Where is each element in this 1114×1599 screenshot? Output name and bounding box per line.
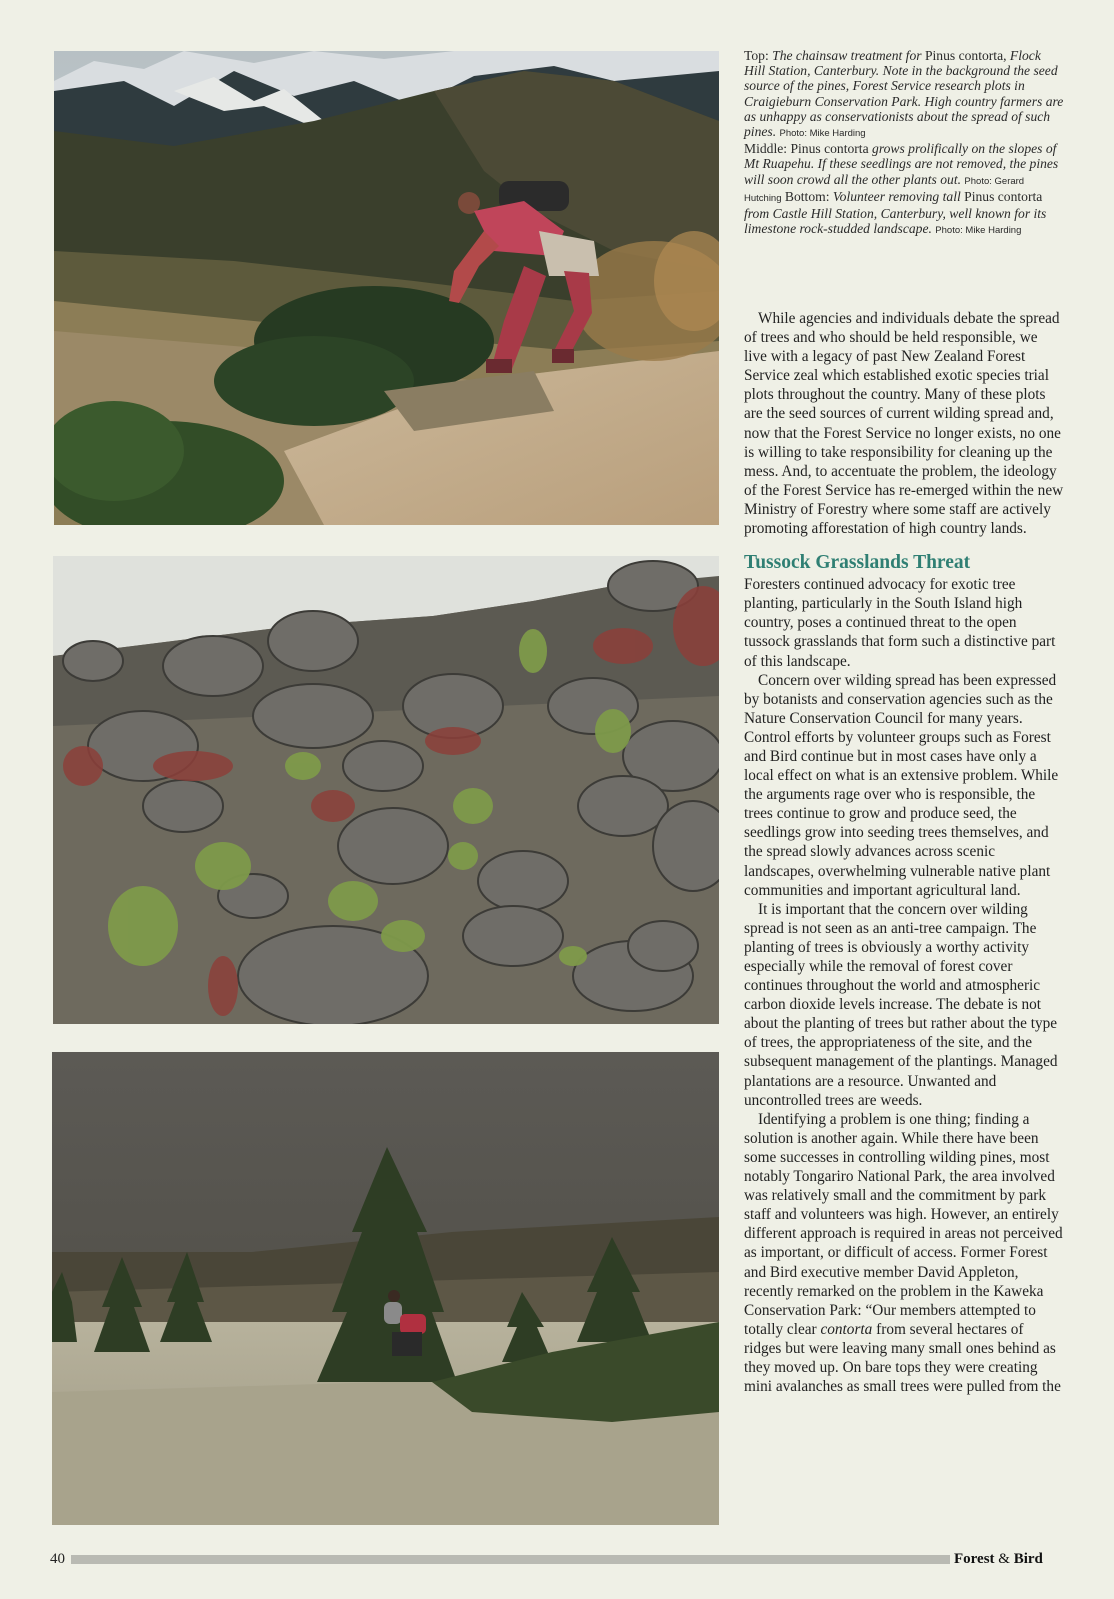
page-number: 40 [50,1551,65,1567]
brand-forest: Forest [954,1551,995,1567]
caption-middle-text: grows prolifically on the slopes of Mt Ruapehu. If these seedlings are not removed, the pines will soon crowd all the other plants out. [744,141,1059,187]
caption-bottom-text-2: from Castle Hill Station, Canterbury, well known for its limestone rock-studded landscape. [744,206,1047,237]
caption-top-species: Pinus contorta, [924,48,1007,63]
caption-bottom-text-1: Volunteer removing tall [832,188,961,204]
article-paragraph-2: Foresters continued advocacy for exotic tree planting, particularly in the South Island high country, poses a continued threat to the open tussock grasslands that form such a distinctive part of this landscape. [744,576,1056,670]
brand-ampersand: & [998,1551,1010,1567]
caption-middle-label: Middle: [744,141,788,157]
article-paragraph-3: Concern over wilding spread has been expressed by botanists and conservation agencies such as the Nature Conservation Council for many years. Control efforts by volunteer groups such as Forest and Bird continue but in most cases have only a local effect on what is an extensive problem. While the arguments rage over who is responsible, the trees continue to grow and produce seed, the seedlings grow into seeding trees themselves, and the spread slowly advances across scenic landscapes, overwhelming vulnerable native plant communities and important agricultural land. [744,671,1059,899]
caption-bottom-credit: Photo: Mike Harding [935,225,1022,237]
photo-bottom-volunteer [52,1052,719,1525]
article-paragraph-5-part-2: from several hectares of ridges but were leaving many small ones behind as they moved up. On bare tops they were creating mini avalanches as small trees were pulled from the [744,1320,1061,1396]
section-heading: Tussock Grasslands Threat [744,552,971,574]
footer-rule [71,1555,950,1564]
photo-middle-seedlings [53,556,719,1024]
caption-bottom-species: Pinus contorta [964,188,1043,204]
caption-top-label: Top: [744,48,769,63]
article-paragraph-1: While agencies and individuals debate the spread of trees and who should be held responsible, we live with a legacy of past New Zealand Forest Service zeal which established exotic species trial plots throughout the country. Many of these plots are the seed sources of current wilding spread and, now that the Forest Service no longer exists, no one is willing to take responsibility for cleaning up the mess. And, to accentuate the problem, the ideology of the Forest Service has re-emerged within the new Ministry of Forestry where some staff are actively promoting afforestation of high country lands. [744,310,1064,538]
caption-top-text-2: Flock Hill Station, Canterbury. Note in the background the seed source of the pines, Forest Service research plots in Craigieburn Conservation Park. High country farmers are as unhappy as conservationists about the spread of such pines. [744,48,1064,140]
article-body [744,309,1064,1396]
article-paragraph-5-part-1: Identifying a problem is one thing; finding a solution is another again. While there have been some successes in controlling wilding pines, most notably Tongariro National Park, the area involved was relatively small and the commitment by park staff and volunteers was high. However, an entirely different approach is required in areas not perceived as important, or difficult of access. Former Forest and Bird executive member David Appleton, recently remarked on the problem in the Kaweka Conservation Park: “Our members attempted to totally clear [744,1110,1063,1338]
caption-middle-credit: Photo: Gerard Hutching [744,175,1025,204]
photo-top-chainsaw [54,51,719,525]
caption-top-text-1: The chainsaw treatment for [772,48,922,63]
photo-caption [744,48,1064,238]
publication-name [954,1551,1043,1568]
caption-bottom-label: Bottom: [784,188,830,204]
article-paragraph-4: It is important that the concern over wilding spread is not seen as an anti-tree campaign. The planting of trees is obviously a worthy activity especially while the removal of forest cover continues throughout the world and atmospheric carbon dioxide levels increase. The debate is not about the planting of trees but rather about the type of trees, the appropriateness of the site, and the subsequent management of the plantings. Managed plantations are a resource. Unwanted and uncontrolled trees are weeds. [744,900,1058,1109]
article-paragraph-5-species: contorta [820,1320,873,1338]
caption-middle-species: Pinus contorta [790,141,869,157]
caption-top-credit: Photo: Mike Harding [779,128,866,140]
article-paragraph-5 [744,1110,1064,1396]
brand-bird: Bird [1013,1551,1043,1567]
